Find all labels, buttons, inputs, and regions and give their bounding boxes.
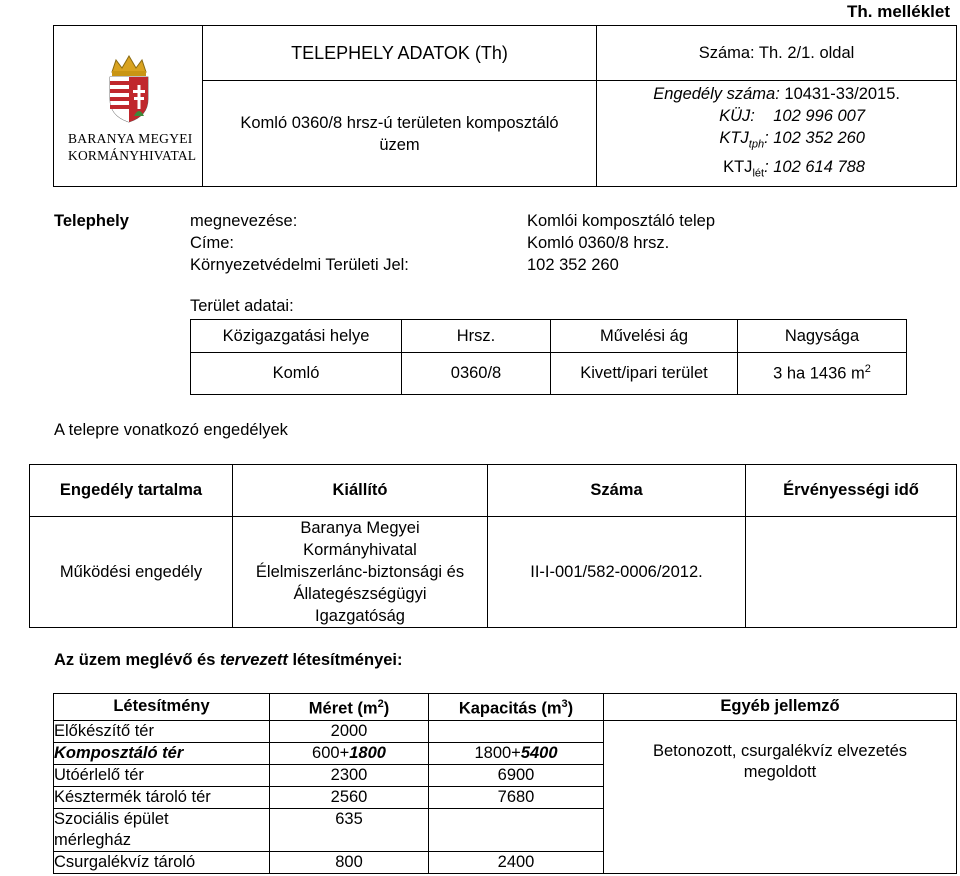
ktj-tph-sub: tph	[748, 138, 765, 151]
permit-label: Engedély száma:	[653, 85, 780, 104]
permit-header-validity: Érvényességi idő	[746, 465, 957, 517]
permit-header-number: Száma	[488, 465, 746, 517]
facility-capacity: 6900	[429, 764, 604, 786]
facility-name: Késztermék tároló tér	[54, 786, 270, 808]
facility-cap-existing: 1800+	[474, 743, 521, 762]
permit-validity-value	[746, 517, 957, 628]
facility-name: Szociális épület mérlegház	[54, 808, 270, 851]
facility-size: 2560	[270, 786, 429, 808]
permit-number: 10431-33/2015.	[784, 85, 900, 104]
site-address-label: Címe:	[190, 234, 235, 252]
area-table	[190, 319, 907, 395]
facility-size: 635	[270, 808, 429, 851]
area-hrsz: 0360/8	[402, 353, 551, 395]
ktj-tph-value: : 102 352 260	[764, 129, 865, 148]
permits-heading: A telepre vonatkozó engedélyek	[54, 421, 288, 439]
coat-of-arms-icon	[104, 54, 154, 129]
permit-header-issuer: Kiállító	[233, 465, 488, 517]
facilities-heading-c: létesítményei:	[292, 651, 403, 669]
area-size-unit-sup: 2	[864, 363, 871, 376]
area-label: Terület adatai:	[190, 297, 294, 315]
header-table	[53, 25, 957, 187]
env-code-label: Környezetvédelmi Területi Jel:	[190, 256, 409, 274]
annex-label: Th. melléklet	[847, 2, 950, 21]
permit-header-content: Engedély tartalma	[30, 465, 233, 517]
facility-header-cap-text: Kapacitás (m	[458, 699, 562, 718]
facility-size: 2300	[270, 764, 429, 786]
facility-capacity	[429, 742, 604, 764]
facility-size-existing: 600+	[312, 743, 350, 762]
area-header-hrsz: Hrsz.	[402, 320, 551, 353]
permit-issuer-line: Kormányhivatal	[303, 541, 417, 559]
site-name-label: megnevezése:	[190, 212, 298, 230]
facility-capacity: 2400	[429, 851, 604, 873]
facility-size: 800	[270, 851, 429, 873]
facility-header-size-text: Méret (m	[308, 699, 378, 718]
ktj-tph-label: KTJ	[719, 129, 749, 148]
facilities-table	[53, 693, 957, 874]
facility-header-size-sup: 2	[377, 698, 384, 710]
area-cultivation: Kivett/ipari terület	[551, 353, 738, 395]
facility-name: Komposztáló tér	[54, 742, 270, 764]
facility-header-capacity	[429, 694, 604, 721]
permit-issuer-line: Élelmiszerlánc-biztonsági és	[255, 563, 465, 581]
permits-table	[29, 464, 957, 628]
permit-issuer-line: Igazgatóság	[315, 607, 405, 625]
facility-name: Előkészítő tér	[54, 720, 270, 742]
facility-header-size	[270, 694, 429, 721]
ktj-let-label: KTJ	[723, 157, 753, 176]
org-name-line1: BARANYA MEGYEI	[68, 131, 193, 146]
permit-content: Működési engedély	[30, 517, 233, 628]
ktj-let-sub: lét	[752, 166, 765, 179]
facility-size	[270, 742, 429, 764]
permit-issuer-line: Állategészségügyi	[293, 585, 427, 603]
kuj-value: 102 996 007	[773, 107, 865, 126]
facility-header-cap-end: )	[567, 699, 574, 718]
facility-capacity	[429, 720, 604, 742]
permit-number-value: II-I-001/582-0006/2012.	[488, 517, 746, 628]
area-place: Komló	[191, 353, 402, 395]
facilities-heading	[54, 651, 403, 670]
facility-header-size-end: )	[383, 699, 390, 718]
site-heading: Telephely	[54, 212, 129, 230]
facility-name: Csurgalékvíz tároló	[54, 851, 270, 873]
facility-name: Utóérlelő tér	[54, 764, 270, 786]
page-info: Száma: Th. 2/1. oldal	[597, 26, 957, 81]
area-header-cultivation: Művelési ág	[551, 320, 738, 353]
area-header-size: Nagysága	[738, 320, 907, 353]
permit-issuer-line: Baranya Megyei	[300, 519, 420, 537]
logo-cell	[54, 26, 203, 187]
facility-header-cap-sup: 3	[561, 698, 568, 710]
facility-cap-planned: 5400	[520, 743, 558, 762]
form-title: TELEPHELY ADATOK (Th)	[203, 26, 597, 81]
area-size-value: 3 ha 1436 m	[773, 364, 865, 383]
kuj-label: KÜJ:	[719, 107, 755, 126]
facility-header-other: Egyéb jellemző	[604, 694, 957, 721]
facility-capacity: 7680	[429, 786, 604, 808]
permit-issuer	[233, 517, 488, 628]
facility-size: 2000	[270, 720, 429, 742]
facility-capacity	[429, 808, 604, 851]
identifiers-cell	[597, 81, 957, 187]
facility-other-note: Betonozott, csurgalékvíz elvezetés megoldott	[604, 720, 957, 873]
site-address-value: Komló 0360/8 hrsz.	[527, 234, 670, 252]
ktj-let-value: : 102 614 788	[764, 157, 865, 176]
area-header-place: Közigazgatási helye	[191, 320, 402, 353]
org-name-line2: KORMÁNYHIVATAL	[68, 148, 197, 163]
env-code-value: 102 352 260	[527, 256, 619, 274]
facilities-heading-a: Az üzem meglévő és	[54, 651, 216, 669]
facility-size-planned: 1800	[349, 743, 386, 762]
facilities-heading-b: tervezett	[219, 651, 288, 669]
site-name-value: Komlói komposztáló telep	[527, 212, 716, 230]
site-name: Komló 0360/8 hrsz-ú területen komposztáló üzem	[203, 81, 597, 187]
facility-header-name: Létesítmény	[54, 694, 270, 721]
area-size	[738, 353, 907, 395]
